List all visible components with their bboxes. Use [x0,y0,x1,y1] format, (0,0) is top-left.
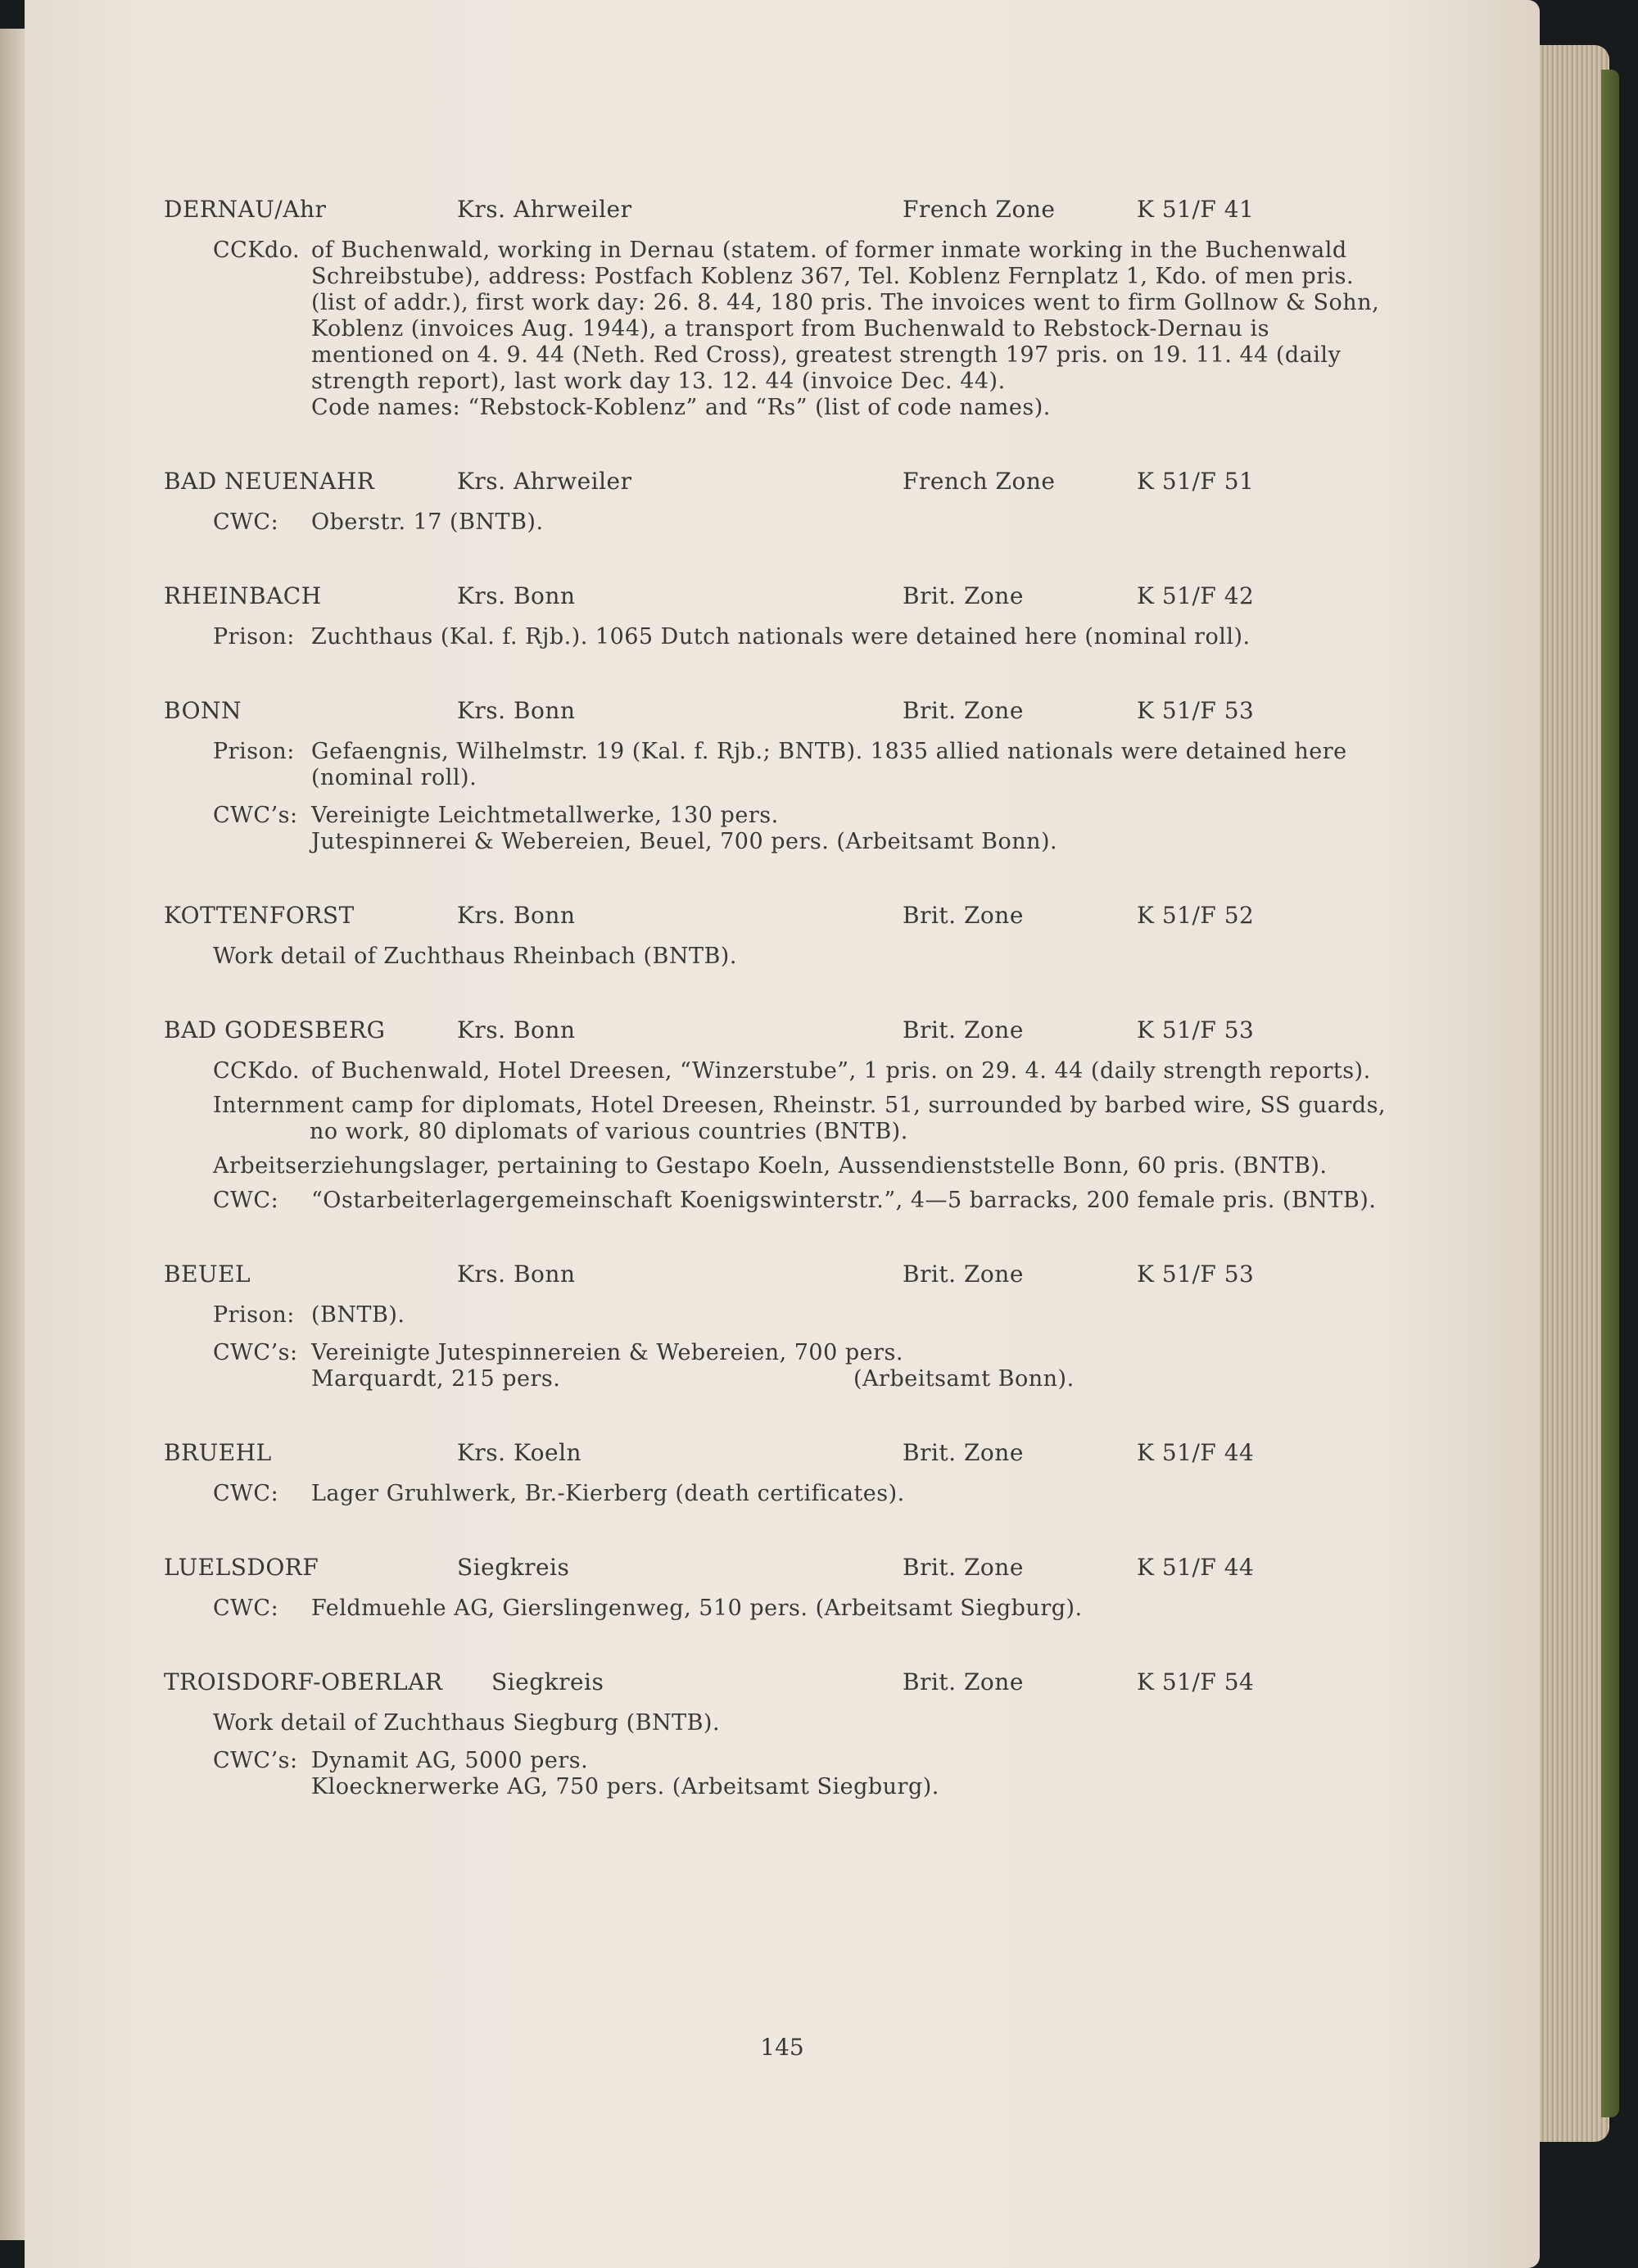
cwc-item: Dynamit AG, 5000 pers. [311,1748,589,1773]
entry-luelsdorf [164,1555,1392,1622]
district: Krs. Koeln [457,1439,582,1466]
entry-text: (BNTB). [311,1302,405,1328]
district: Krs. Bonn [457,902,576,929]
entry-bad-neuenahr [164,469,1392,536]
entry-header [164,1440,1392,1473]
entry-label: CCKdo. [213,238,301,263]
reference: K 51/F 51 [1137,468,1255,495]
entry-header [164,469,1392,501]
zone: Brit. Zone [903,582,1024,609]
cwc-item: Kloecknerwerke AG, 750 pers. (Arbeitsamt Siegburg). [311,1774,939,1799]
zone: Brit. Zone [903,697,1024,724]
book-page [25,0,1540,2268]
entry-label: CWC: [213,1596,279,1621]
entry-label: CWC’s: [213,803,298,828]
entry-header [164,698,1392,731]
entry-text: of Buchenwald, working in Dernau (statem. of former inmate working in the Buchenwald Schreibstube), address: Postfach Koblenz 367, Tel. Koblenz Fernplatz 1, Kdo. of men pris. (list of addr.), first work day: 26. 8. 44, 180 pris. The invoices went to firm Gollnow & Sohn, Koblenz (invoices Aug. 1944), a transport from Buchenwald to Rebstock-Dernau is mentioned on 4. 9. 44 (Neth. Red Cross), greatest strength 197 pris. on 19. 11. 44 (daily strength report), last work day 13. 12. 44 (invoice Dec. 44). [311,238,1380,394]
reference: K 51/F 42 [1137,582,1255,609]
reference: K 51/F 53 [1137,697,1255,724]
entry-line [164,1481,1392,1507]
zone: Brit. Zone [903,902,1024,929]
zone: Brit. Zone [903,1554,1024,1581]
entry-text: Gefaengnis, Wilhelmstr. 19 (Kal. f. Rjb.; BNTB). 1835 allied nationals were detained here (nominal roll). [311,739,1347,790]
source-note: (Arbeitsamt Bonn). [853,1366,1075,1392]
code-names: Code names: “Rebstock-Koblenz” and “Rs” (list of code names). [311,395,1051,420]
entry-line [164,1596,1392,1622]
spacer [164,395,311,421]
entry-label: CWC: [213,1481,279,1506]
entry-line [164,624,1392,650]
place-name: BEUEL [164,1261,251,1288]
place-name: BAD GODESBERG [164,1016,386,1043]
zone: Brit. Zone [903,1016,1024,1043]
district: Krs. Ahrweiler [457,468,632,495]
entry-text [311,1340,1392,1392]
district: Krs. Bonn [457,582,576,609]
reference: K 51/F 41 [1137,196,1255,223]
district: Krs. Bonn [457,697,576,724]
reference: K 51/F 53 [1137,1016,1255,1043]
cwc-item: Vereinigte Leichtmetallwerke, 130 pers. [311,803,779,828]
entry-text: Work detail of Zuchthaus Rheinbach (BNTB). [213,944,737,969]
entry-text: Lager Gruhlwerk, Br.-Kierberg (death certificates). [311,1481,905,1506]
district: Krs. Ahrweiler [457,196,632,223]
entry-label: Prison: [213,624,295,650]
entry-line [164,1340,1392,1392]
entry-label: Prison: [213,1302,295,1328]
reference: K 51/F 44 [1137,1439,1255,1466]
entry-text: Arbeitserziehungslager, pertaining to Gestapo Koeln, Aussendienststelle Bonn, 60 pris. (BNTB). [213,1153,1328,1179]
district: Siegkreis [457,1554,570,1581]
reference: K 51/F 44 [1137,1554,1255,1581]
entry-header [164,1669,1392,1702]
entry-header [164,1017,1392,1050]
page-number: 145 [760,2034,804,2061]
entry-line [164,803,1392,855]
entry-kottenforst [164,903,1392,970]
entry-label: CWC’s: [213,1340,298,1365]
entry-header [164,1555,1392,1587]
entry-text: “Ostarbeiterlagergemeinschaft Koenigswinterstr.”, 4—5 barracks, 200 female pris. (BNTB). [311,1188,1377,1213]
entry-line [164,1188,1392,1214]
entry-text [311,803,1392,855]
entry-bonn [164,698,1392,855]
entry-line [164,1058,1392,1084]
entry-text [311,1748,1392,1800]
entry-header [164,583,1392,616]
book-cover-edge [1601,70,1619,2117]
entry-label: CCKdo. [213,1058,301,1084]
page-content [164,197,1392,1848]
entry-label: CWC: [213,1188,279,1213]
reference: K 51/F 52 [1137,902,1255,929]
entry-text: Feldmuehle AG, Gierslingenweg, 510 pers. (Arbeitsamt Siegburg). [311,1596,1083,1621]
entry-line [164,1302,1392,1329]
cwc-item: Jutespinnerei & Webereien, Beuel, 700 pers. (Arbeitsamt Bonn). [311,829,1058,854]
entry-bad-godesberg [164,1017,1392,1214]
entry-header [164,1261,1392,1294]
entry-header [164,197,1392,229]
entry-line [164,509,1392,536]
district: Krs. Bonn [457,1016,576,1043]
entry-text: of Buchenwald, Hotel Dreesen, “Winzerstube”, 1 pris. on 29. 4. 44 (daily strength reports). [311,1058,1371,1084]
entry-text: Zuchthaus (Kal. f. Rjb.). 1065 Dutch nationals were detained here (nominal roll). [311,624,1251,650]
entry-bruehl [164,1440,1392,1507]
reference: K 51/F 53 [1137,1261,1255,1288]
zone: French Zone [903,468,1056,495]
page-edges [1532,45,1609,2142]
entry-label: Prison: [213,739,295,764]
entry-text: Work detail of Zuchthaus Siegburg (BNTB). [213,1710,721,1736]
place-name: DERNAU/Ahr [164,196,327,223]
zone: Brit. Zone [903,1261,1024,1288]
place-name: BONN [164,697,242,724]
left-page-edge [0,29,25,2240]
place-name: KOTTENFORST [164,902,355,929]
entry-beuel [164,1261,1392,1392]
entry-header [164,903,1392,935]
cwc-item-row [311,1366,1392,1392]
entry-line [164,238,1392,395]
entry-line [164,1748,1392,1800]
entry-text: Oberstr. 17 (BNTB). [311,509,544,535]
district: Krs. Bonn [457,1261,576,1288]
district: Siegkreis [491,1668,604,1695]
entry-text: Internment camp for diplomats, Hotel Dreesen, Rheinstr. 51, surrounded by barbed wire, SS guards, no work, 80 diplomats of various countries (BNTB). [213,1093,1387,1144]
place-name: BRUEHL [164,1439,272,1466]
entry-dernau [164,197,1392,421]
entry-rheinbach [164,583,1392,650]
zone: Brit. Zone [903,1439,1024,1466]
entry-label: CWC’s: [213,1748,298,1773]
place-name: TROISDORF-OBERLAR [164,1668,443,1695]
zone: French Zone [903,196,1056,223]
place-name: LUELSDORF [164,1554,319,1581]
cwc-item: Vereinigte Jutespinnereien & Webereien, 700 pers. [311,1340,903,1365]
reference: K 51/F 54 [1137,1668,1255,1695]
place-name: BAD NEUENAHR [164,468,375,495]
entry-line [164,739,1392,791]
place-name: RHEINBACH [164,582,322,609]
zone: Brit. Zone [903,1668,1024,1695]
entry-label: CWC: [213,509,279,535]
entry-troisdorf-oberlar [164,1669,1392,1800]
cwc-item: Marquardt, 215 pers. [311,1366,561,1392]
entry-line [164,395,1392,421]
